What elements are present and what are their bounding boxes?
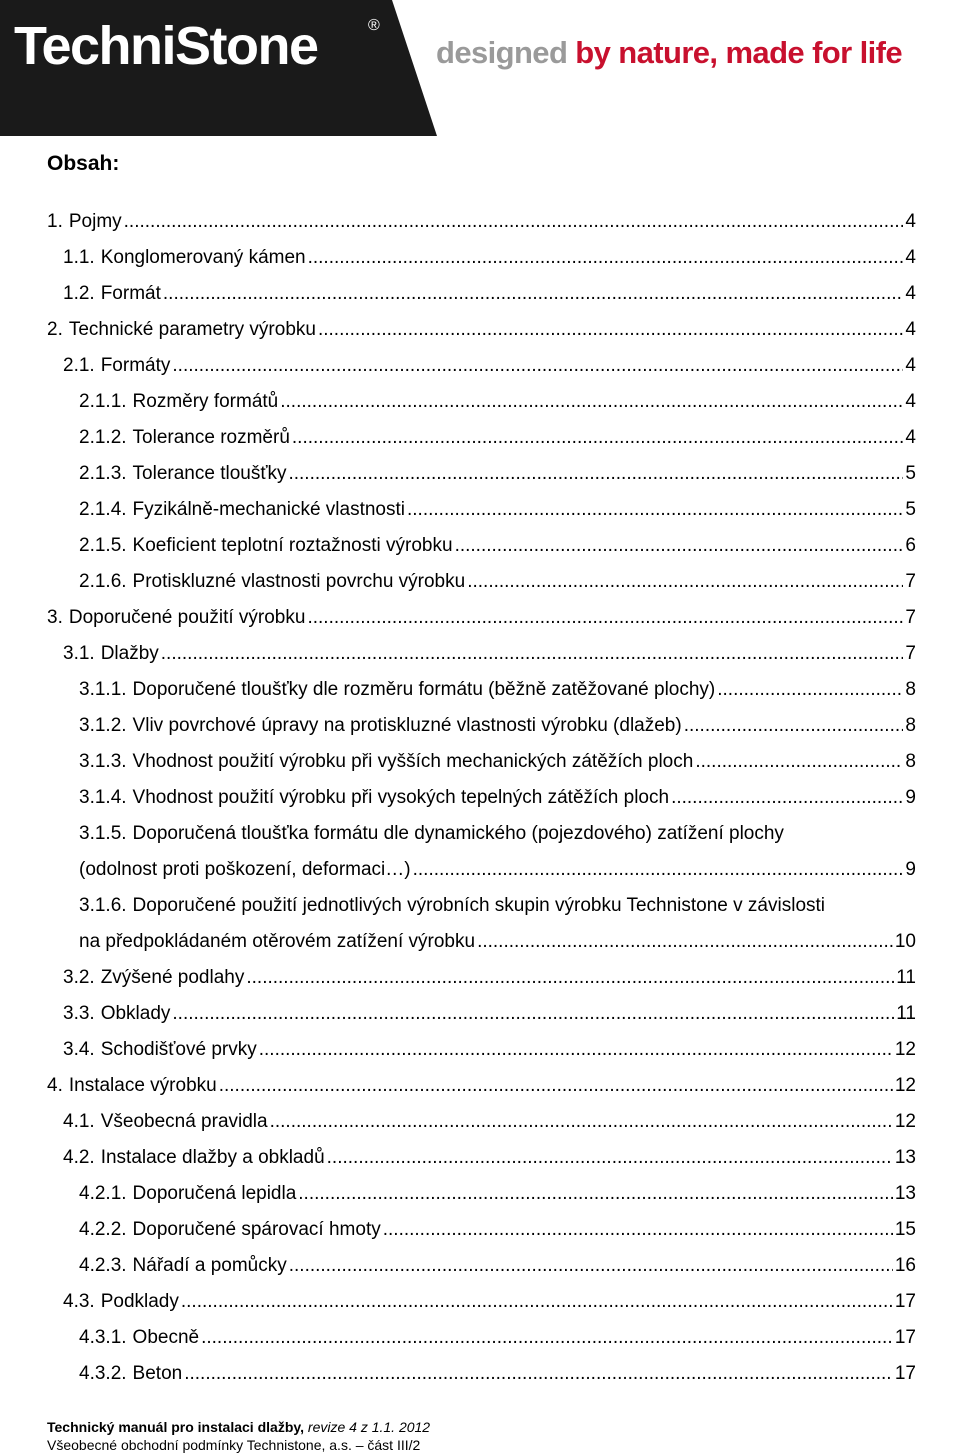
toc-entry-title: Doporučená tloušťka formátu dle dynamického (pojezdového) zatížení plochy [132,823,784,844]
toc-entry[interactable] [79,456,916,492]
toc-entry-number: 3.1.4. [79,787,127,808]
toc-entry-number: 4.3.1. [79,1327,127,1348]
toc-entry-title: Dlažby [100,643,159,664]
toc-dot-leader [259,1032,893,1068]
toc-entry[interactable] [47,600,916,636]
toc-entry[interactable] [79,816,916,888]
toc-entry-number: 3.4. [63,1039,95,1060]
toc-entry-number: 2.1.3. [79,463,127,484]
toc-entry-number: 3.1. [63,643,95,664]
toc-dot-leader [298,1176,893,1212]
toc-dot-leader [201,1320,893,1356]
toc-dot-leader [318,312,903,348]
toc-entry[interactable] [79,1320,916,1356]
toc-entry-title: Nářadí a pomůcky [132,1255,287,1276]
toc-dot-leader [477,924,893,960]
toc-entry-title: Tolerance rozměrů [132,427,290,448]
toc-dot-leader [383,1212,893,1248]
toc-entry-page: 7 [905,607,916,628]
toc-entry[interactable] [63,1104,916,1140]
toc-entry-title-continued: na předpokládaném otěrovém zatížení výrobku [79,931,476,952]
toc-dot-leader [280,384,903,420]
toc-entry-number: 4.3. [63,1291,95,1312]
toc-entry-page: 12 [894,1111,916,1132]
toc-entry-page: 9 [905,859,916,880]
toc-heading: Obsah: [47,152,120,175]
footer-line-1 [47,1418,430,1436]
toc-entry[interactable] [63,276,916,312]
toc-entry[interactable] [63,240,916,276]
toc-entry[interactable] [79,1176,916,1212]
toc-entry-title: Doporučené použití výrobku [68,607,306,628]
toc-entry[interactable] [79,1356,916,1392]
toc-entry-title: Beton [132,1363,183,1384]
toc-entry-page: 4 [905,355,916,376]
toc-entry-number: 4.1. [63,1111,95,1132]
toc-dot-leader [219,1068,893,1104]
toc-entry[interactable] [63,960,916,996]
toc-dot-leader [161,636,904,672]
toc-entry-number: 4.3.2. [79,1363,127,1384]
toc-dot-leader [288,456,903,492]
toc-entry-page: 4 [905,391,916,412]
toc-entry[interactable] [47,312,916,348]
logo-wordmark: TechniStone [14,16,318,76]
toc-entry-number: 3.1.2. [79,715,127,736]
toc-entry-page: 5 [905,463,916,484]
toc-dot-leader [172,996,894,1032]
toc-entry-number: 2.1.4. [79,499,127,520]
toc-entry[interactable] [79,888,916,960]
toc-entry-page: 15 [894,1219,916,1240]
toc-entry-page: 4 [905,247,916,268]
toc-entry-title: Instalace výrobku [68,1075,217,1096]
toc-entry[interactable] [63,1284,916,1320]
toc-entry-number: 3.3. [63,1003,95,1024]
toc-dot-leader [695,744,903,780]
toc-entry-page: 7 [905,571,916,592]
toc-dot-leader [717,672,903,708]
toc-entry-page: 4 [905,427,916,448]
toc-entry-number: 3.1.5. [79,823,127,844]
toc-entry-title: Technické parametry výrobku [68,319,316,340]
toc-entry[interactable] [79,1248,916,1284]
toc-entry-page: 10 [894,931,916,952]
toc-entry[interactable] [79,420,916,456]
toc-entry-number: 3.1.6. [79,895,127,916]
toc-entry-page: 11 [896,967,916,988]
brand-tagline [436,33,902,73]
toc-entry-number: 4.2.1. [79,1183,127,1204]
toc-entry-number: 2.1.6. [79,571,127,592]
toc-entry[interactable] [47,204,916,240]
registered-mark: ® [368,17,380,34]
toc-entry-number: 3.1.1. [79,679,127,700]
toc-dot-leader [289,1248,893,1284]
toc-entry-number: 2.1.2. [79,427,127,448]
toc-entry[interactable] [79,1212,916,1248]
toc-entry[interactable] [79,528,916,564]
toc-entry-page: 17 [894,1327,916,1348]
toc-entry-number: 1. [47,211,63,232]
toc-entry-number: 2.1.5. [79,535,127,556]
toc-entry[interactable] [79,672,916,708]
tagline-made-for-life: made for life [725,35,902,70]
toc-entry-number: 2.1.1. [79,391,127,412]
toc-entry[interactable] [79,384,916,420]
toc-entry-title: Vhodnost použití výrobku při vyšších mechanických zátěžích ploch [132,751,694,772]
toc-dot-leader [124,204,904,240]
toc-entry-title: Protiskluzné vlastnosti povrchu výrobku [132,571,466,592]
toc-entry-title: Doporučená lepidla [132,1183,297,1204]
toc-entry[interactable] [79,492,916,528]
toc-entry-title: Konglomerovaný kámen [100,247,306,268]
toc-entry-title: Formáty [100,355,171,376]
toc-entry-number: 3. [47,607,63,628]
toc-entry-number: 3.2. [63,967,95,988]
toc-entry-number: 1.2. [63,283,95,304]
footer-revision: revize 4 z 1.1. 2012 [307,1419,431,1435]
toc-entry-title: Doporučené tloušťky dle rozměru formátu (běžně zatěžované plochy) [132,679,716,700]
toc-entry-title: Rozměry formátů [132,391,279,412]
toc-entry-title: Vhodnost použití výrobku při vysokých tepelných zátěžích ploch [132,787,670,808]
toc-entry-title: Koeficient teplotní roztažnosti výrobku [132,535,453,556]
toc-entry-page: 7 [905,643,916,664]
toc-dot-leader [307,600,903,636]
toc-entry[interactable] [79,744,916,780]
toc-entry-page: 13 [894,1147,916,1168]
toc-entry-page: 11 [896,1003,916,1024]
toc-entry-page: 12 [894,1039,916,1060]
toc-entry-page: 8 [905,679,916,700]
toc-entry-title: Pojmy [68,211,122,232]
toc-dot-leader [467,564,903,600]
toc-entry[interactable] [79,780,916,816]
toc-entry-title: Obklady [100,1003,171,1024]
toc-dot-leader [413,852,904,888]
toc-entry-title: Schodišťové prvky [100,1039,257,1060]
toc-entry-page: 8 [905,751,916,772]
tagline-by-nature: by nature, [575,35,718,70]
toc-entry-number: 3.1.3. [79,751,127,772]
toc-entry-page: 4 [905,283,916,304]
toc-entry-page: 13 [894,1183,916,1204]
toc-entry-title: Zvýšené podlahy [100,967,245,988]
toc-entry-number: 4. [47,1075,63,1096]
toc-dot-leader [184,1356,893,1392]
toc-dot-leader [327,1140,893,1176]
toc-entry[interactable] [79,708,916,744]
toc-dot-leader [181,1284,893,1320]
toc-dot-leader [455,528,904,564]
footer-manual-title: Technický manuál pro instalaci dlažby, [47,1419,305,1435]
toc-entry-page: 9 [905,787,916,808]
toc-dot-leader [684,708,904,744]
toc-entry-page: 17 [894,1291,916,1312]
toc-entry[interactable] [79,564,916,600]
toc-dot-leader [163,276,904,312]
toc-dot-leader [270,1104,893,1140]
toc-dot-leader [407,492,903,528]
toc-entry-title: Všeobecná pravidla [100,1111,268,1132]
toc-dot-leader [308,240,904,276]
toc-entry-title: Tolerance tloušťky [132,463,287,484]
toc-dot-leader [671,780,903,816]
toc-entry-title: Doporučené spárovací hmoty [132,1219,381,1240]
toc-dot-leader [292,420,904,456]
toc-entry-title: Doporučené použití jednotlivých výrobních skupin výrobku Technistone v závislosti [132,895,826,916]
toc-entry-number: 2.1. [63,355,95,376]
footer-line-2: Všeobecné obchodní podmínky Technistone, a.s. – část III/2 [47,1437,421,1453]
toc-entry-page: 8 [905,715,916,736]
toc-entry-number: 4.2.3. [79,1255,127,1276]
toc-dot-leader [172,348,903,384]
toc-entry[interactable] [63,996,916,1032]
toc-entry-number: 1.1. [63,247,95,268]
technistone-logo [0,0,440,136]
toc-entry-page: 17 [894,1363,916,1384]
toc-entry-title: Formát [100,283,161,304]
toc-entry[interactable] [63,1032,916,1068]
toc-entry-title-continued: (odolnost proti poškození, deformaci…) [79,859,411,880]
toc-entry-number: 2. [47,319,63,340]
toc-entry-page: 6 [905,535,916,556]
tagline-designed: designed [436,35,568,70]
page-header [0,0,960,140]
toc-entry-title: Fyzikálně-mechanické vlastnosti [132,499,405,520]
toc-entry-number: 4.2.2. [79,1219,127,1240]
toc-entry-page: 16 [894,1255,916,1276]
toc-entry-page: 5 [905,499,916,520]
toc-entry-title: Podklady [100,1291,179,1312]
toc-entry-number: 4.2. [63,1147,95,1168]
toc-entry-title: Vliv povrchové úpravy na protiskluzné vlastnosti výrobku (dlažeb) [132,715,682,736]
toc-entry[interactable] [63,348,916,384]
toc-entry[interactable] [63,1140,916,1176]
toc-entry-title: Instalace dlažby a obkladů [100,1147,325,1168]
toc-entry-page: 4 [905,211,916,232]
toc-dot-leader [246,960,894,996]
toc-entry[interactable] [47,1068,916,1104]
toc-entry-page: 12 [894,1075,916,1096]
toc-entry[interactable] [63,636,916,672]
toc-entry-title: Obecně [132,1327,200,1348]
toc-entry-page: 4 [905,319,916,340]
page-footer [47,1418,430,1454]
